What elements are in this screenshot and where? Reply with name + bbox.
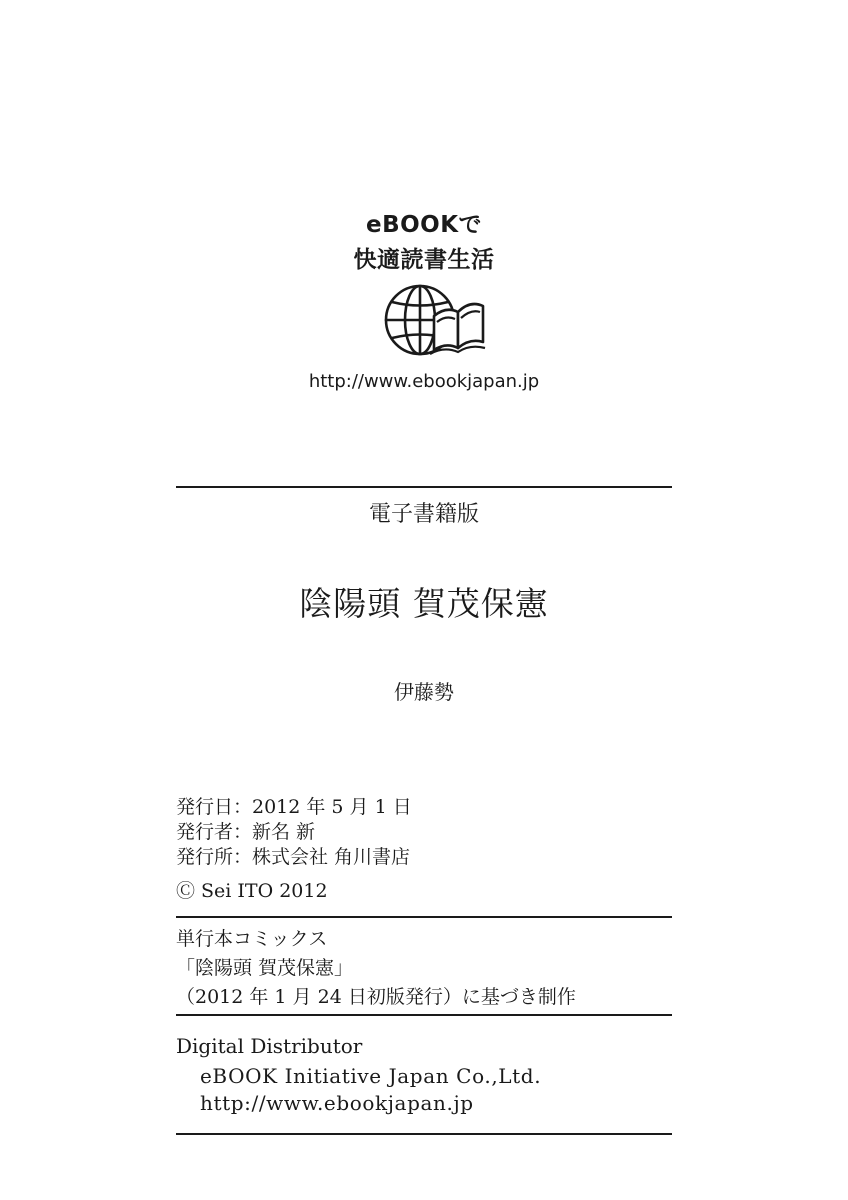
divider xyxy=(176,1014,672,1016)
distributor-heading: Digital Distributor xyxy=(176,1034,363,1058)
globe-book-icon xyxy=(384,282,486,358)
issue-date: 発行日：2012 年 5 月 1 日 xyxy=(176,796,412,818)
divider xyxy=(176,916,672,918)
promo-tagline-2: 快適読書生活 xyxy=(353,247,495,273)
distributor-url: http://www.ebookjapan.jp xyxy=(200,1091,474,1115)
distributor-info xyxy=(200,1063,541,1117)
author-name: 伊藤勢 xyxy=(394,680,454,704)
copyright-notice: Ⓒ Sei ITO 2012 xyxy=(176,880,328,902)
promo-tagline-1: eBOOKで xyxy=(365,212,483,238)
source-title: 「陰陽頭 賀茂保憲」 xyxy=(176,957,354,979)
colophon xyxy=(176,795,412,870)
publisher: 発行所：株式会社 角川書店 xyxy=(176,846,411,868)
publisher-person: 発行者：新名 新 xyxy=(176,821,316,843)
source-edition-note xyxy=(176,925,576,1012)
divider xyxy=(176,1133,672,1135)
edition-label: 電子書籍版 xyxy=(368,502,479,527)
promo-url: http://www.ebookjapan.jp xyxy=(308,371,540,392)
distributor-company: eBOOK Initiative Japan Co.,Ltd. xyxy=(200,1064,542,1088)
source-date: （2012 年 1 月 24 日初版発行）に基づき制作 xyxy=(176,986,576,1008)
book-title: 陰陽頭 賀茂保憲 xyxy=(299,584,549,623)
divider xyxy=(176,486,672,488)
source-series: 単行本コミックス xyxy=(176,928,328,950)
